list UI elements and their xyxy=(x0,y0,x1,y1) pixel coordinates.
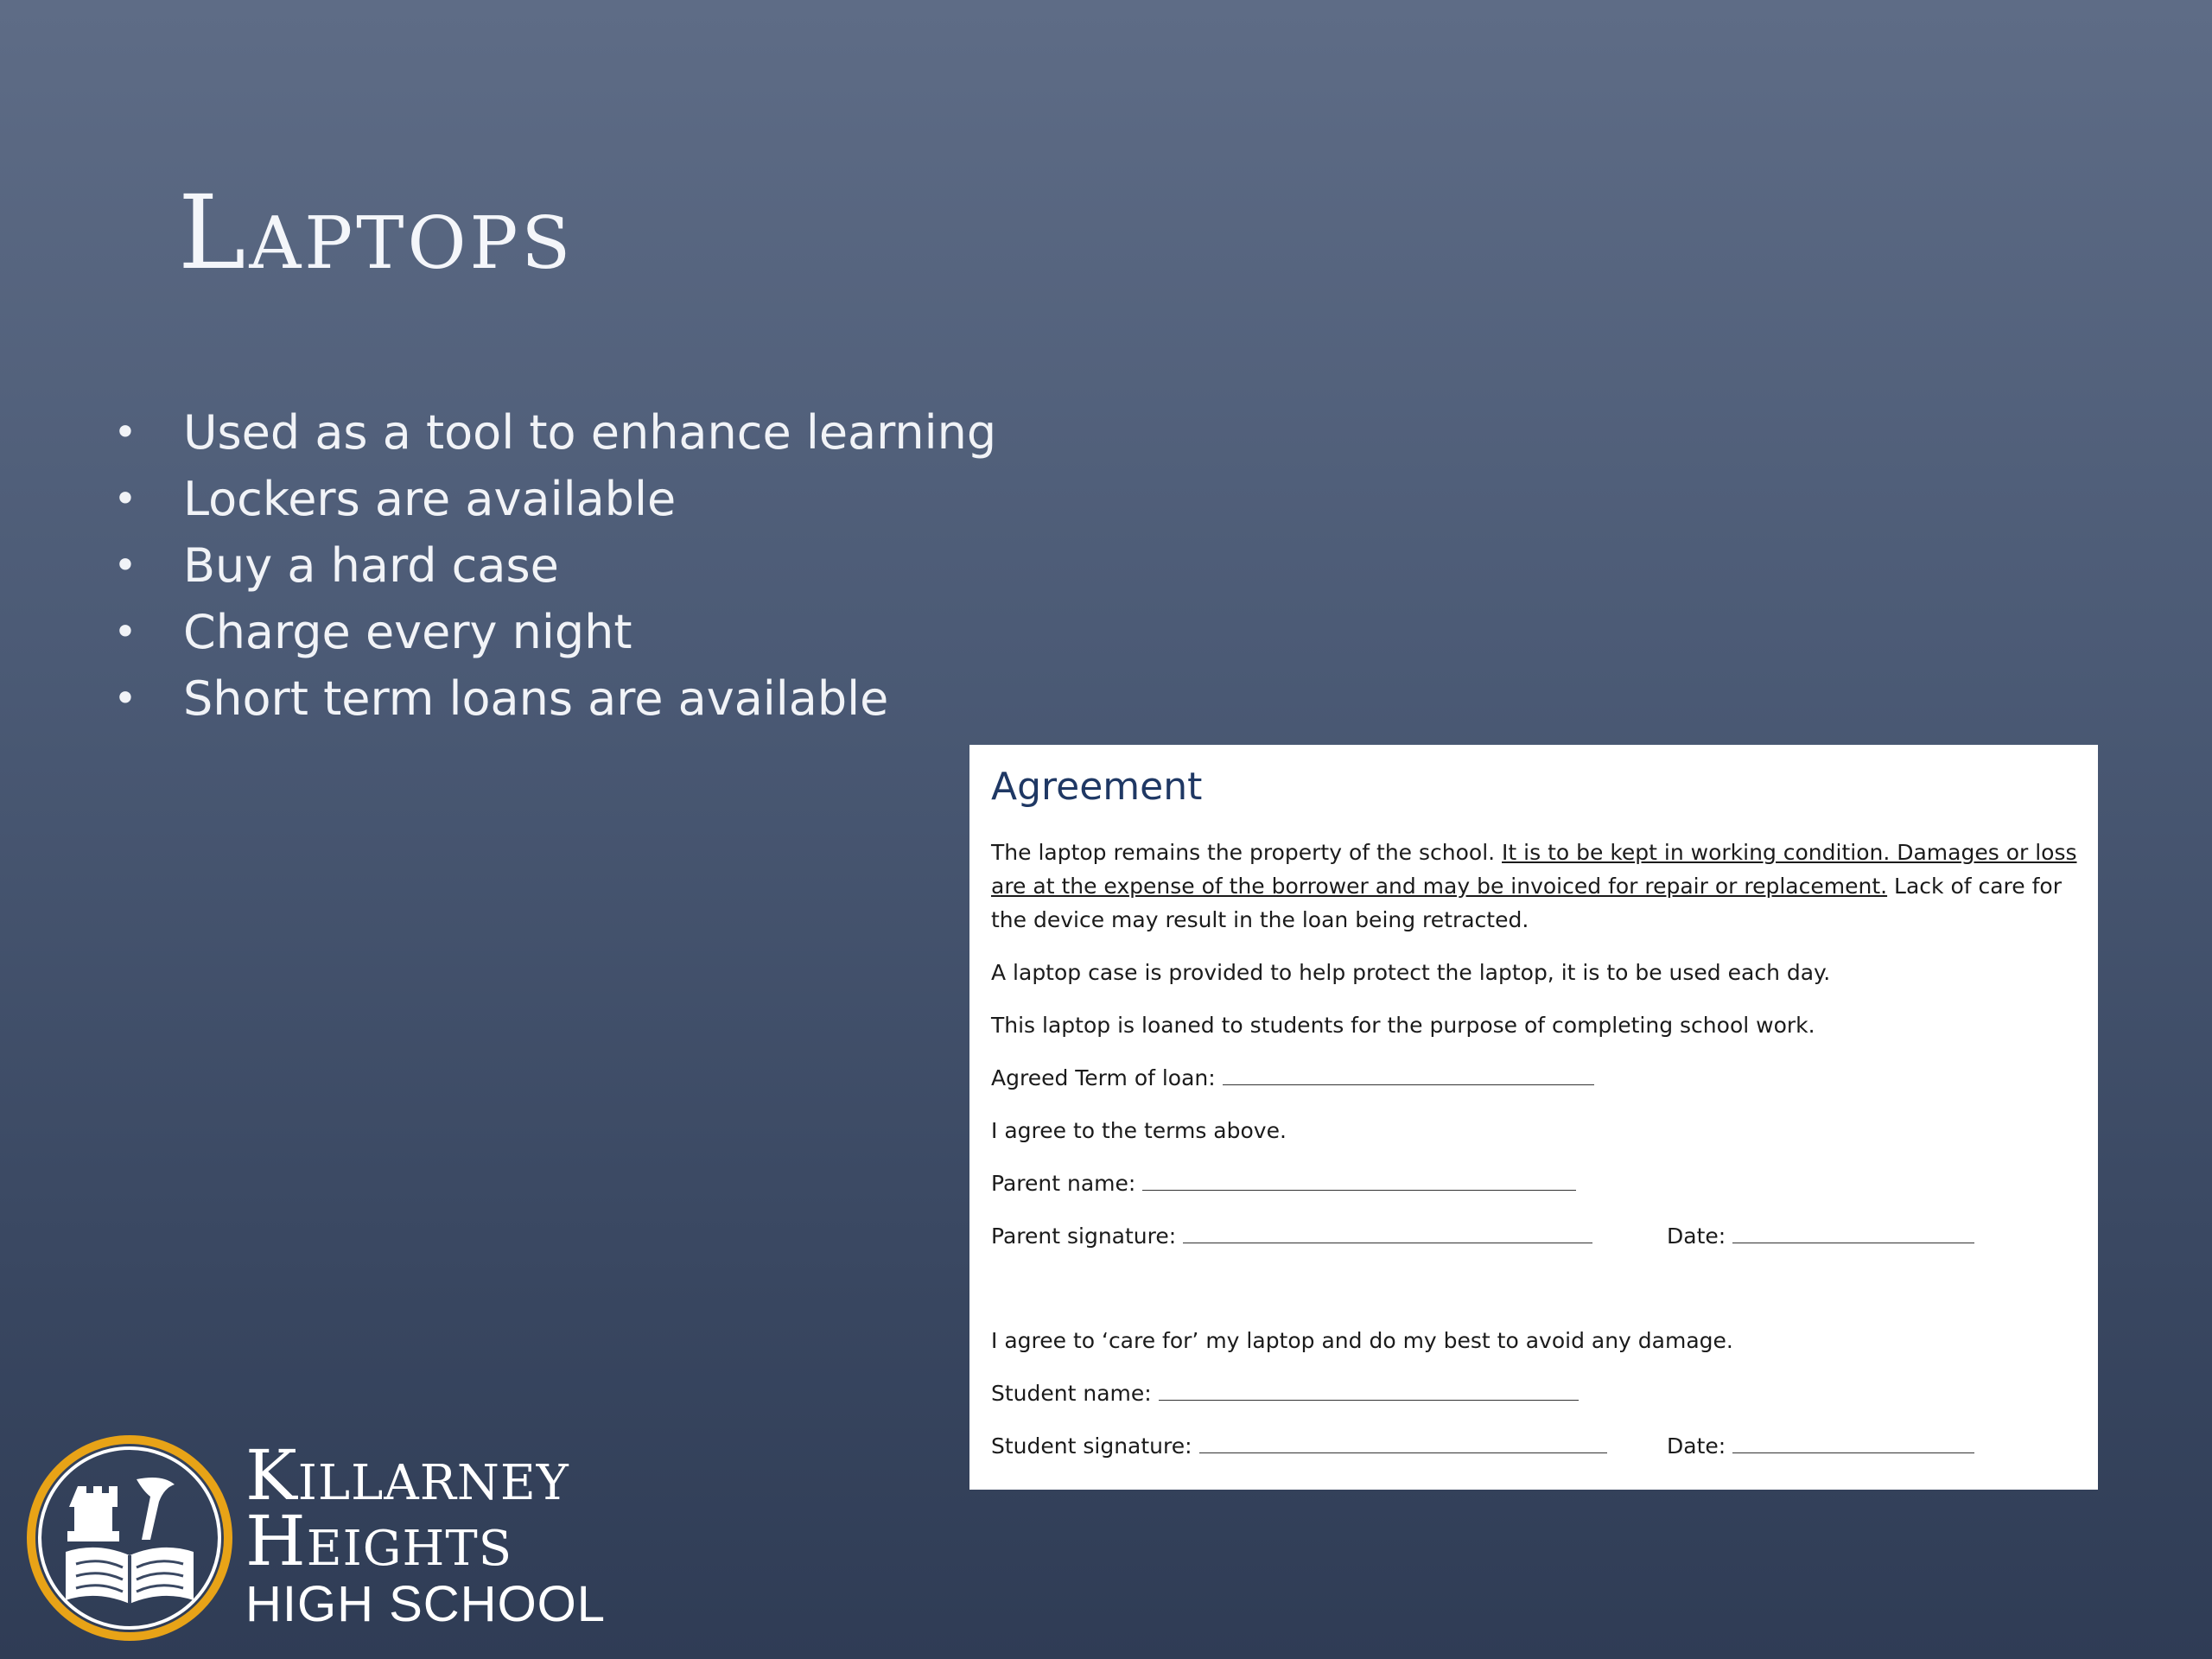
student-date-field xyxy=(1667,1429,1974,1463)
parent-signature-row xyxy=(991,1219,2077,1253)
agreement-purpose-paragraph: This laptop is loaned to students for the purpose of completing school work. xyxy=(991,1013,1815,1039)
bullet-dot: • xyxy=(113,608,137,655)
student-name-blank xyxy=(1159,1381,1579,1401)
bullet-dot: • xyxy=(113,409,137,455)
slide-title: Laptops xyxy=(178,173,575,292)
agreement-text: The laptop remains the property of the school. xyxy=(991,840,1503,866)
student-agree-statement: I agree to ‘care for’ my laptop and do my best to avoid any damage. xyxy=(991,1328,1733,1354)
agreement-document xyxy=(969,745,2098,1490)
loan-term-blank xyxy=(1223,1065,1594,1085)
bullet-item xyxy=(112,532,996,599)
parent-date-label: Date: xyxy=(1667,1224,1726,1249)
student-signature-row xyxy=(991,1429,2077,1463)
wordmark-line2: Heights xyxy=(245,1501,513,1581)
student-signature-field xyxy=(991,1429,1667,1463)
bullet-text: Short term loans are available xyxy=(183,671,889,726)
crest-tower xyxy=(67,1486,119,1541)
bullet-list xyxy=(112,399,996,732)
parent-signature-label: Parent signature: xyxy=(991,1224,1177,1249)
bullet-item xyxy=(112,466,996,532)
bullet-text: Charge every night xyxy=(183,605,632,659)
agreement-case-paragraph: A laptop case is provided to help protect the laptop, it is to be used each day. xyxy=(991,960,1831,986)
parent-signature-blank xyxy=(1183,1224,1592,1243)
bullet-item xyxy=(112,599,996,665)
crest-harp xyxy=(137,1478,175,1540)
bullet-dot: • xyxy=(113,542,137,588)
parent-date-blank xyxy=(1732,1224,1974,1243)
parent-agree-statement: I agree to the terms above. xyxy=(991,1118,1287,1144)
parent-name-field xyxy=(991,1166,2077,1200)
parent-name-label: Parent name: xyxy=(991,1171,1136,1197)
agreement-underlined-text: It is to be kept in working condition. Damages or loss are at the expense of the borrower and may be invoiced for repair or replacement. xyxy=(991,840,2077,899)
crest-ring xyxy=(31,1440,228,1637)
bullet-dot: • xyxy=(113,675,137,721)
student-date-blank xyxy=(1732,1433,1974,1453)
parent-date-field xyxy=(1667,1219,1974,1253)
bullet-text: Used as a tool to enhance learning xyxy=(183,405,997,460)
agreement-property-paragraph xyxy=(991,836,2077,937)
agreement-text: Lack of care for the device may result in the loan being retracted. xyxy=(991,874,2062,933)
student-name-label: Student name: xyxy=(991,1381,1152,1407)
student-signature-label: Student signature: xyxy=(991,1433,1192,1459)
bullet-text: Buy a hard case xyxy=(183,538,559,593)
bullet-item xyxy=(112,399,996,466)
bullet-item xyxy=(112,665,996,732)
wordmark-line1: Killarney xyxy=(245,1435,569,1516)
loan-term-label: Agreed Term of loan: xyxy=(991,1065,1216,1091)
school-crest-icon xyxy=(26,1434,233,1642)
agreement-heading: Agreement xyxy=(991,765,1203,809)
school-wordmark xyxy=(245,1435,607,1635)
student-date-label: Date: xyxy=(1667,1433,1726,1459)
wordmark-line3: HIGH SCHOOL xyxy=(245,1576,607,1632)
parent-signature-field xyxy=(991,1219,1667,1253)
loan-term-field xyxy=(991,1061,2077,1095)
student-signature-blank xyxy=(1199,1433,1607,1453)
parent-name-blank xyxy=(1142,1171,1576,1191)
bullet-text: Lockers are available xyxy=(183,472,677,526)
bullet-dot: • xyxy=(113,475,137,522)
student-name-field xyxy=(991,1376,2077,1410)
